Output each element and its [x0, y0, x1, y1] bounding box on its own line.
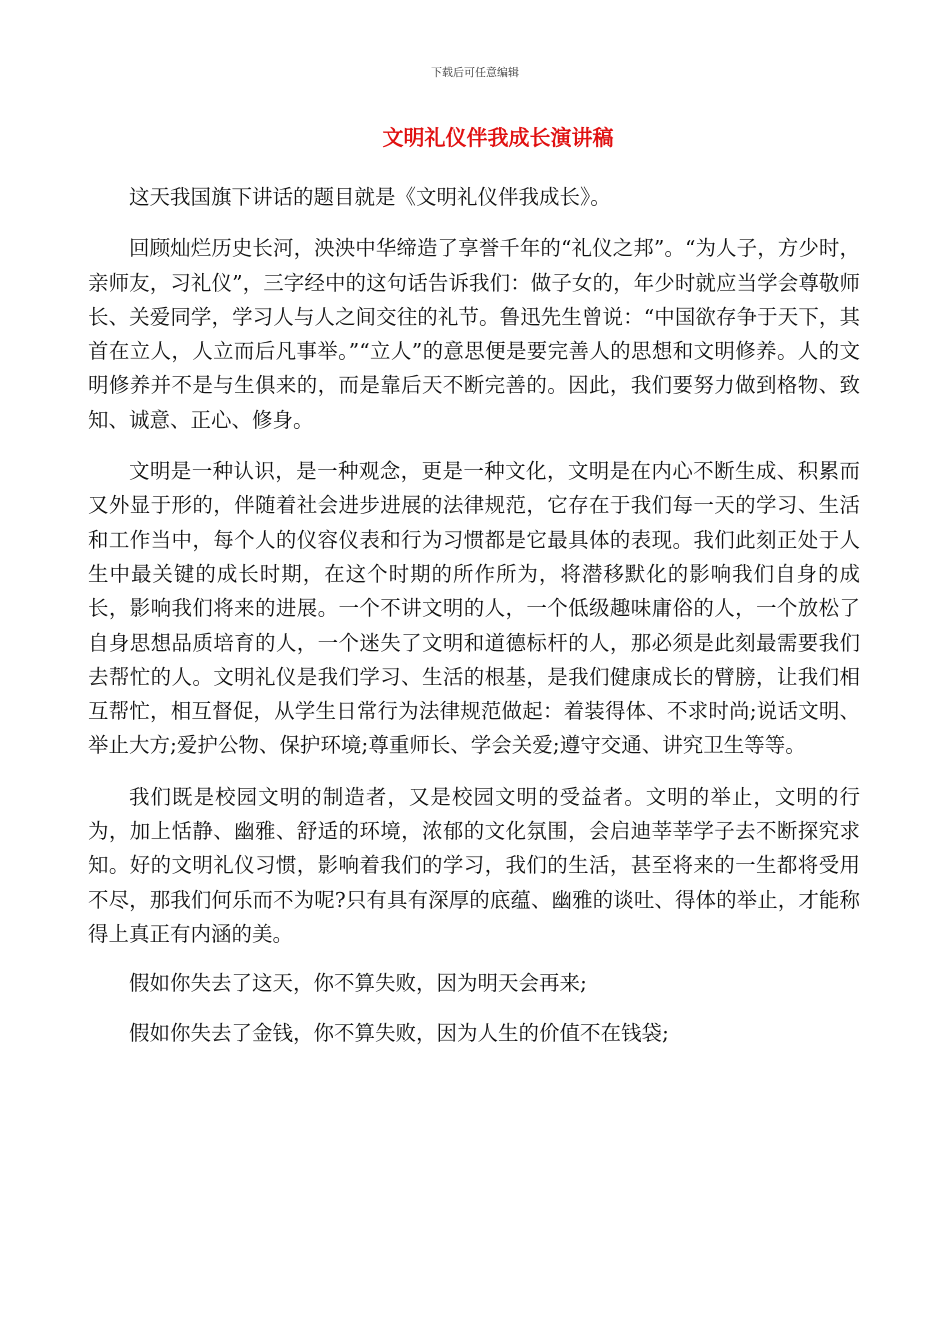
document-title: 文明礼仪伴我成长演讲稿: [382, 125, 614, 150]
paragraph-if-lose-today: 假如你失去了这天，你不算失败，因为明天会再来;: [129, 971, 587, 996]
document-body: [88, 180, 860, 1050]
paragraph-history: 回顾灿烂历史长河，泱泱中华缔造了享誉千年的“礼仪之邦”。“为人子，方少时，亲师友，习礼仪”，三字经中的这句话告诉我们：做子女的，年少时就应当学会尊敬师长、关爱同学，学习人与人之间交往的礼节。鲁迅先生曾说：“中国欲存争于天下，其首在立人，人立而后凡事举。”“立人”的意思便是要完善人的思想和文明修养。人的文明修养并不是与生俱来的，而是靠后天不断完善的。因此，我们要努力做到格物、致知、诚意、正心、修身。: [88, 236, 860, 432]
page-header-note: 下载后可任意编辑: [431, 66, 519, 79]
paragraph-topic: 这天我国旗下讲话的题目就是《文明礼仪伴我成长》。: [129, 185, 611, 209]
paragraph-if-lose-money: 假如你失去了金钱，你不算失败，因为人生的价值不在钱袋;: [129, 1020, 669, 1045]
paragraph-civilization: 文明是一种认识，是一种观念，更是一种文化，文明是在内心不断生成、积累而又外显于形的，伴随着社会进步进展的法律规范，它存在于我们每一天的学习、生活和工作当中，每个人的仪容仪表和行为习惯都是它最具体的表现。我们此刻正处于人生中最关键的成长时期，在这个时期的所作所为，将潜移默化的影响我们自身的成长，影响我们将来的进展。一个不讲文明的人，一个低级趣味庸俗的人，一个放松了自身思想品质培育的人，一个迷失了文明和道德标杆的人，那必须是此刻最需要我们去帮忙的人。文明礼仪是我们学习、生活的根基，是我们健康成长的臂膀，让我们相互帮忙，相互督促，从学生日常行为法律规范做起：着装得体、不求时尚;说话文明、举止大方;爱护公物、保护环境;尊重师长、学会关爱;遵守交通、讲究卫生等等。: [88, 459, 860, 758]
paragraph-campus: 我们既是校园文明的制造者，又是校园文明的受益者。文明的举止，文明的行为，加上恬静、幽雅、舒适的环境，浓郁的文化氛围，会启迪莘莘学子去不断探究求知。好的文明礼仪习惯，影响着我们的学习，我们的生活，甚至将来的一生都将受用不尽，那我们何乐而不为呢?只有具有深厚的底蕴、幽雅的谈吐、得体的举止，才能称得上真正有内涵的美。: [88, 784, 860, 946]
